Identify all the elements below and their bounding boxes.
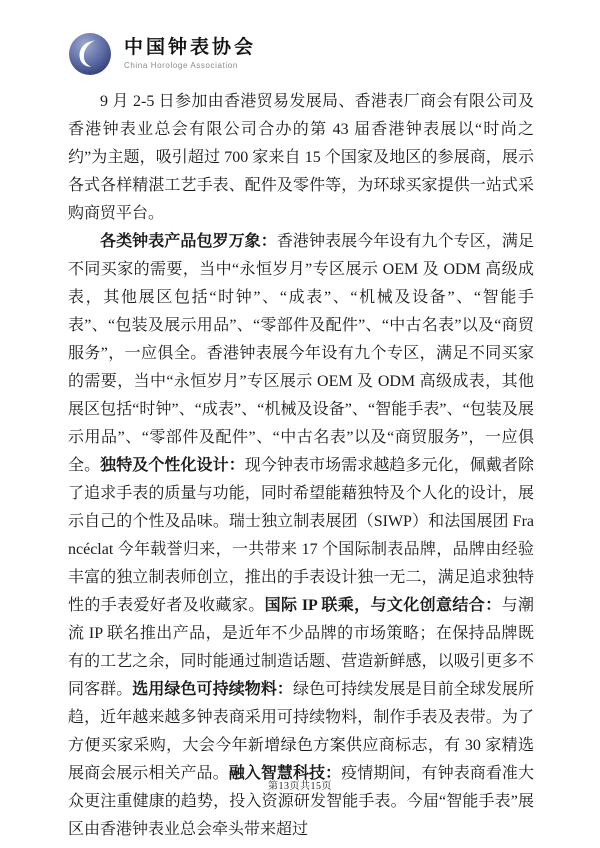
document-body (68, 88, 534, 844)
section-label: 选用绿色可持续物料： (132, 681, 293, 698)
paragraph-text: 现今钟表市场需求越趋多元化，佩戴者除了追求手表的质量与功能，同时希望能藉独特及个人化的设计，展示自己的个性及品味。瑞士独立制表展团（SIWP）和法国展团 Francéclat 今年载誉归来，一共带来 17 个国际制表品牌，品牌由经验丰富的独立制表师创立，推出的手表设计独一无二，满足追求独特性的手表爱好者及收藏家。 (68, 457, 534, 614)
body-paragraph (68, 228, 534, 844)
section-label: 融入智慧科技： (228, 765, 342, 782)
paragraph-text: 与潮流 IP 联名推出产品，是近年不少品牌的市场策略；在保持品牌既有的工艺之余，同时能通过制造话题、营造新鲜感，以吸引更多不同客群。 (68, 597, 534, 698)
paragraph-text: 香港钟表展今年设有九个专区，满足不同买家的需要，当中“永恒岁月”专区展示 OEM 及 ODM 高级成表，其他展区包括“时钟”、“成表”、“机械及设备”、“智能手表”、“包装及展示用品”、“零部件及配件”、“中古名表”以及“商贸服务”，一应俱全。香港钟表展今年设有九个专区，满足不同买家的需要，当中“永恒岁月”专区展示 OEM 及 ODM 高级成表，其他展区包括“时钟”、“成表”、“机械及设备”、“智能手表”、“包装及展示用品”、“零部件及配件”、“中古名表”以及“商贸服务”，一应俱全。 (68, 233, 534, 474)
header-logo (68, 32, 256, 76)
logo-text-block (124, 38, 256, 71)
section-label: 独特及个性化设计： (100, 457, 245, 474)
logo-subtitle: China Horologe Association (124, 61, 238, 71)
footer (0, 776, 600, 794)
section-label: 国际 IP 联乘，与文化创意结合： (264, 597, 502, 614)
paragraph-text: 9 月 2-5 日参加由香港贸易发展局、香港表厂商会有限公司及香港钟表业总会有限公司合办的第 43 届香港钟表展以“时尚之约”为主题，吸引超过 700 家来自 15 个国家及地区的参展商，展示各式各样精湛工艺手表、配件及零件等，为环球买家提供一站式采购商贸平台。 (68, 93, 534, 222)
section-label: 各类钟表产品包罗万象： (100, 233, 277, 250)
paragraph-text: 疫情期间，有钟表商看准大众更注重健康的趋势，投入资源研发智能手表。今届“智能手表”展区由香港钟表业总会牵头带来超过 (68, 765, 534, 838)
paragraph-text: 绿色可持续发展是目前全球发展所趋，近年越来越多钟表商采用可持续物料，制作手表及表带。为了方便买家采购，大会今年新增绿色方案供应商标志，有 30 家精选展商会展示相关产品。 (68, 681, 534, 782)
logo-title: 中国钟表协会 (124, 36, 257, 58)
page-number: 第13页共15页 (268, 781, 332, 792)
body-paragraph (68, 88, 534, 228)
association-logo-icon (68, 32, 112, 76)
